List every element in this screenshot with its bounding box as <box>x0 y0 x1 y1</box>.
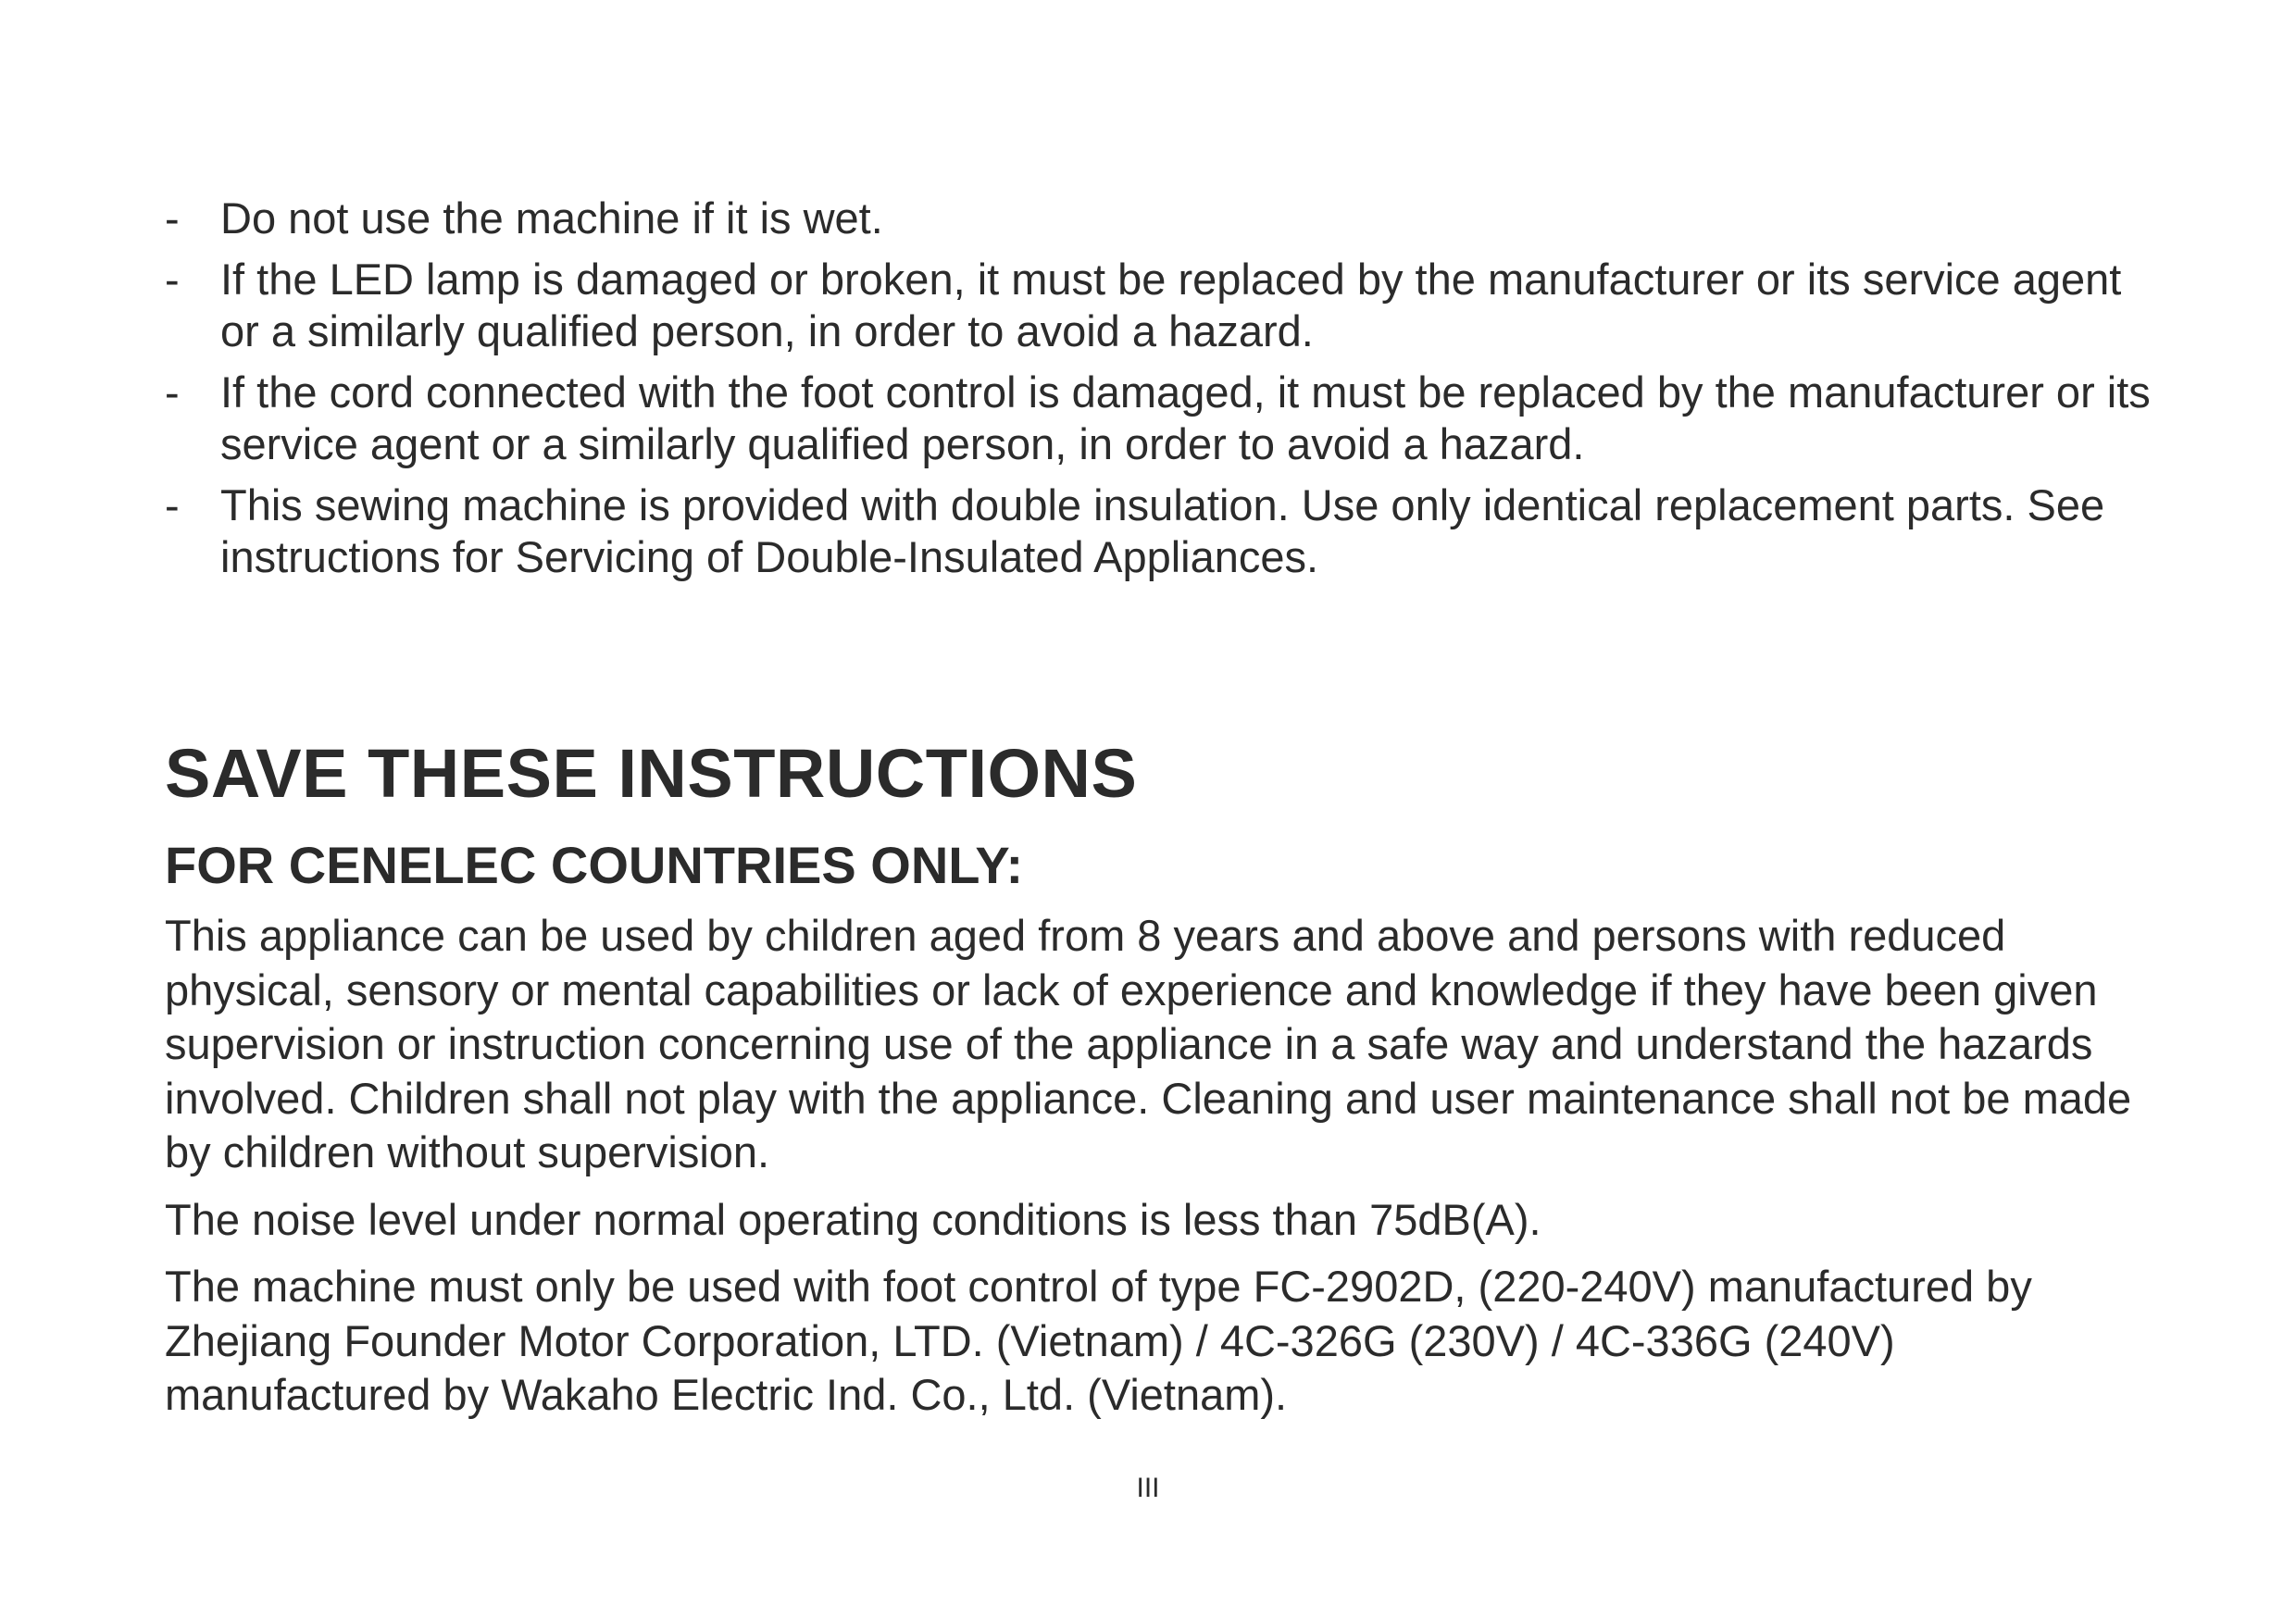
save-instructions-heading: SAVE THESE INSTRUCTIONS <box>165 735 1138 812</box>
bullet-text: If the LED lamp is damaged or broken, it must be replaced by the manufacturer or its service agent or a similarly qualified person, in order to avoid a hazard. <box>220 255 2122 355</box>
bullet-text: This sewing machine is provided with double insulation. Use only identical replacement parts. See instructions for Servicing of Double-Insulated Appliances. <box>220 480 2105 581</box>
bullet-item-foot-control-cord <box>165 367 2165 470</box>
bullet-dash: - <box>165 193 180 243</box>
cenelec-heading: FOR CENELEC COUNTRIES ONLY: <box>165 836 1024 894</box>
bullet-text: Do not use the machine if it is wet. <box>220 193 883 243</box>
noise-level-paragraph: The noise level under normal operating conditions is less than 75dB(A). <box>165 1194 1541 1244</box>
bullet-dash: - <box>165 367 180 417</box>
page-number: III <box>1136 1473 1160 1503</box>
bullet-item-double-insulation <box>165 479 2165 583</box>
bullet-dash: - <box>165 480 180 529</box>
bullet-item-led-lamp <box>165 254 2165 357</box>
bullet-text: If the cord connected with the foot control is damaged, it must be replaced by the manufacturer or its service agent or a similarly qualified person, in order to avoid a hazard. <box>220 367 2151 468</box>
bullet-item-wet <box>165 193 2165 244</box>
foot-control-paragraph: The machine must only be used with foot control of type FC-2902D, (220-240V) manufactured by Zhejiang Founder Motor Corporation, LTD. (Vietnam) / 4C-326G (230V) / 4C-336G (240V) manufactured by Wakaho Electric Ind. Co., Ltd. (Vietnam). <box>165 1262 2032 1419</box>
children-usage-paragraph: This appliance can be used by children aged from 8 years and above and persons with reduced physical, sensory or mental capabilities or lack of experience and knowledge if they have been given supervision or instruction concerning use of the appliance in a safe way and understand the hazards involved. Children shall not play with the appliance. Cleaning and user maintenance shall not be made by children without supervision. <box>165 911 2132 1176</box>
safety-bullet-list <box>165 193 2165 592</box>
cenelec-body <box>165 909 2165 1436</box>
bullet-dash: - <box>165 255 180 304</box>
